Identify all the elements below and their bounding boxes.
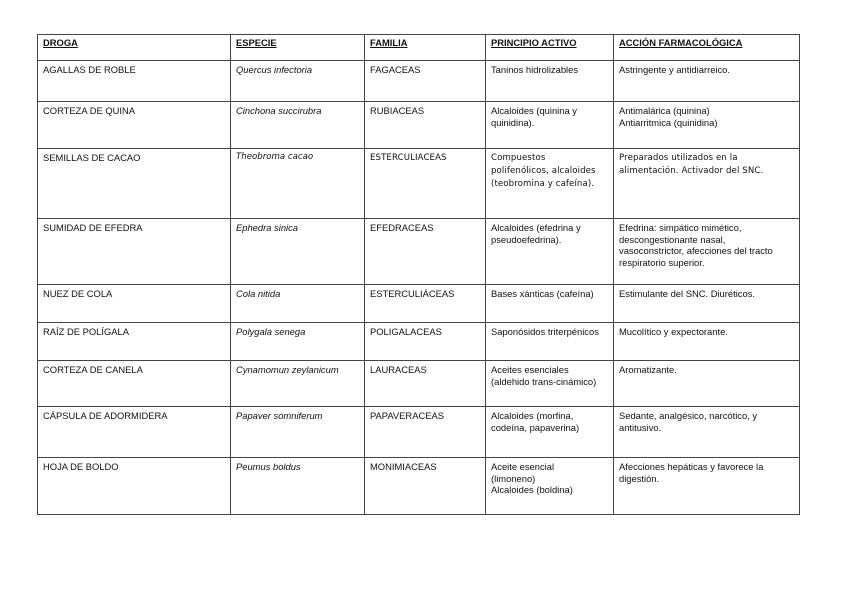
cell-especie <box>231 285 365 323</box>
cell-principio-activo <box>486 407 614 458</box>
familia-text: RUBIACEAS <box>370 105 425 116</box>
cell-droga <box>38 219 231 285</box>
cell-droga <box>38 102 231 149</box>
cell-familia <box>365 323 486 361</box>
accion-text: Mucolítico y expectorante. <box>619 326 728 337</box>
cell-droga <box>38 323 231 361</box>
especie-text: Cynamomun zeylanicum <box>236 364 339 375</box>
accion-text: Efedrina: simpático mimético, descongestionante nasal, vasoconstrictor, afecciones del tracto respiratorio superior. <box>619 222 773 268</box>
cell-droga <box>38 149 231 219</box>
header-familia: FAMILIA <box>365 35 486 61</box>
cell-familia <box>365 61 486 102</box>
accion-text: Estimulante del SNC. Diuréticos. <box>619 288 755 299</box>
cell-accion <box>614 149 800 219</box>
cell-accion <box>614 407 800 458</box>
cell-accion <box>614 285 800 323</box>
droga-text: SEMILLAS DE CACAO <box>43 152 141 163</box>
droga-text: HOJA DE BOLDO <box>43 461 119 472</box>
droga-text: CORTEZA DE CANELA <box>43 364 143 375</box>
cell-droga <box>38 285 231 323</box>
table-row <box>38 61 800 102</box>
familia-text: PAPAVERACEAS <box>370 410 444 421</box>
header-especie: ESPECIE <box>231 35 365 61</box>
especie-text: Theobroma cacao <box>236 152 314 162</box>
cell-accion <box>614 458 800 515</box>
accion-text: Afecciones hepáticas y favorece la digestión. <box>619 461 764 484</box>
cell-especie <box>231 102 365 149</box>
cell-accion <box>614 323 800 361</box>
principio-text: Aceites esenciales (aldehido trans-cinámico) <box>491 364 597 387</box>
table-row <box>38 149 800 219</box>
header-accion-farmacologica: ACCIÓN FARMACOLÓGICA <box>614 35 800 61</box>
cell-principio-activo <box>486 149 614 219</box>
drug-table <box>37 34 800 515</box>
cell-principio-activo <box>486 361 614 407</box>
familia-text: MONIMIACEAS <box>370 461 437 472</box>
especie-text: Cola nitida <box>236 288 281 299</box>
cell-familia <box>365 458 486 515</box>
cell-especie <box>231 149 365 219</box>
header-row <box>38 35 800 61</box>
familia-text: EFEDRACEAS <box>370 222 434 233</box>
principio-text: Bases xánticas (cafeína) <box>491 288 594 299</box>
accion-text: Astringente y antidiarreico. <box>619 64 730 75</box>
cell-principio-activo <box>486 219 614 285</box>
cell-familia <box>365 149 486 219</box>
header-droga: DROGA <box>38 35 231 61</box>
droga-text: AGALLAS DE ROBLE <box>43 64 136 75</box>
droga-text: CÁPSULA DE ADORMIDERA <box>43 410 168 421</box>
cell-especie <box>231 219 365 285</box>
droga-text: CORTEZA DE QUINA <box>43 105 136 116</box>
cell-especie <box>231 61 365 102</box>
cell-familia <box>365 219 486 285</box>
table-row <box>38 361 800 407</box>
cell-droga <box>38 407 231 458</box>
accion-text: Antimalárica (quinina) Antiarritmica (quinidina) <box>619 105 718 128</box>
droga-text: RAÍZ DE POLÍGALA <box>43 326 129 337</box>
cell-accion <box>614 361 800 407</box>
especie-text: Peumus boldus <box>236 461 301 472</box>
especie-text: Quercus infectoria <box>236 64 313 75</box>
cell-principio-activo <box>486 458 614 515</box>
cell-droga <box>38 361 231 407</box>
table-row <box>38 285 800 323</box>
principio-text: Saponósidos triterpénicos <box>491 326 599 337</box>
cell-especie <box>231 361 365 407</box>
cell-droga <box>38 61 231 102</box>
familia-text: ESTERCULIÁCEAS <box>370 288 455 299</box>
cell-principio-activo <box>486 323 614 361</box>
principio-text: Alcaloides (quinina y quinidina). <box>491 105 577 128</box>
document-page <box>37 34 800 515</box>
cell-accion <box>614 219 800 285</box>
principio-text: Alcaloides (efedrina y pseudoefedrina). <box>491 222 581 245</box>
principio-text: Compuestos polifenólicos, alcaloides (teobromina y cafeína). <box>491 153 596 189</box>
cell-familia <box>365 102 486 149</box>
droga-text: NUEZ DE COLA <box>43 288 113 299</box>
familia-text: POLIGALACEAS <box>370 326 442 337</box>
especie-text: Polygala senega <box>236 326 306 337</box>
cell-especie <box>231 407 365 458</box>
cell-familia <box>365 407 486 458</box>
accion-text: Sedante, analgésico, narcótico, y antitusivo. <box>619 410 758 433</box>
especie-text: Ephedra sinica <box>236 222 299 233</box>
table-row <box>38 323 800 361</box>
droga-text: SUMIDAD DE EFEDRA <box>43 222 143 233</box>
table-row <box>38 458 800 515</box>
cell-especie <box>231 458 365 515</box>
principio-text: Alcaloides (morfina, codeína, papaverina) <box>491 410 580 433</box>
familia-text: LAURACEAS <box>370 364 427 375</box>
cell-accion <box>614 61 800 102</box>
table-row <box>38 102 800 149</box>
table-row <box>38 219 800 285</box>
cell-principio-activo <box>486 102 614 149</box>
cell-principio-activo <box>486 61 614 102</box>
cell-accion <box>614 102 800 149</box>
table-row <box>38 407 800 458</box>
header-principio-activo: PRINCIPIO ACTIVO <box>486 35 614 61</box>
accion-text: Aromatizante. <box>619 364 677 375</box>
familia-text: ESTERCULIACEAS <box>370 153 447 163</box>
especie-text: Papaver somniferum <box>236 410 323 421</box>
cell-principio-activo <box>486 285 614 323</box>
principio-text: Taninos hidrolizables <box>491 64 579 75</box>
familia-text: FAGACEAS <box>370 64 421 75</box>
especie-text: Cinchona succirubra <box>236 105 322 116</box>
cell-droga <box>38 458 231 515</box>
principio-text: Aceite esencial (limoneno) Alcaloides (boldina) <box>491 461 573 495</box>
cell-familia <box>365 361 486 407</box>
cell-familia <box>365 285 486 323</box>
cell-especie <box>231 323 365 361</box>
accion-text: Preparados utilizados en la alimentación. Activador del SNC. <box>619 153 764 176</box>
